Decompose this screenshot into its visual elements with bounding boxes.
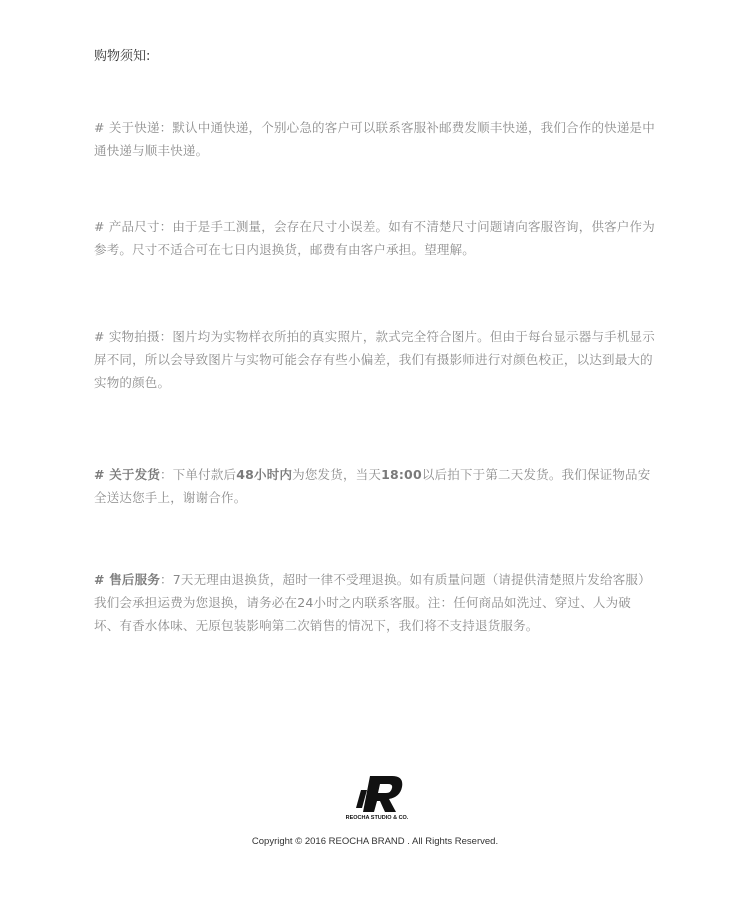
notice-separator: ： (159, 219, 173, 234)
notice-dispatch (94, 463, 656, 509)
notice-label: # 关于快递 (94, 120, 160, 135)
notice-text: 默认中通快递，个别心急的客户可以联系客服补邮费发顺丰快递，我们合作的快递是中通快递与顺丰快递。 (94, 120, 655, 158)
notice-product-photos (94, 325, 656, 394)
notice-label: # 关于发货 (94, 467, 161, 482)
notice-separator: ： (160, 467, 173, 482)
notice-text: 图片均为实物样衣所拍的真实照片，款式完全符合图片。但由于每台显示器与手机显示屏不同，所以会导致图片与实物可能会存有些小偏差，我们有摄影师进行对颜色校正，以达到最大的实物的颜色。 (94, 329, 655, 390)
notice-after-sales (94, 568, 656, 637)
notice-product-size (94, 215, 656, 261)
notice-highlight-time: 18:00 (381, 467, 422, 482)
notice-separator: ： (159, 329, 173, 344)
notice-separator: ： (159, 120, 173, 135)
notice-label: # 产品尺寸 (94, 219, 160, 234)
copyright-text: Copyright © 2016 REOCHA BRAND . All Rights Reserved. (251, 836, 499, 847)
brand-name: REOCHA STUDIO & CO. (345, 815, 409, 821)
notice-text: 以后拍下于第二天发货。我们保证物品安全送达您手上，谢谢合作。 (94, 467, 651, 505)
notice-text: 7天无理由退换货，超时一律不受理退换。如有质量问题（请提供清楚照片发给客服）我们会承担运费为您退换，请务必在24小时之内联系客服。注：任何商品如洗过、穿过、人为破坏、有香水体味、无原包装影响第二次销售的情况下，我们将不支持退货服务。 (94, 572, 651, 633)
notice-text: 由于是手工测量，会存在尺寸小误差。如有不清楚尺寸问题请向客服咨询，供客户作为参考。尺寸不适合可在七日内退换货，邮费有由客户承担。望理解。 (94, 219, 655, 257)
notice-text: 为您发货，当天 (292, 467, 382, 482)
notice-label: # 实物拍摄 (94, 329, 160, 344)
notice-separator: ： (160, 572, 173, 587)
page-title: 购物须知: (94, 49, 151, 64)
notice-highlight-hours: 48小时内 (236, 467, 293, 482)
notice-label: # 售后服务 (94, 572, 161, 587)
notice-shipping-courier (94, 116, 656, 162)
notice-text: 下单付款后 (172, 467, 237, 482)
